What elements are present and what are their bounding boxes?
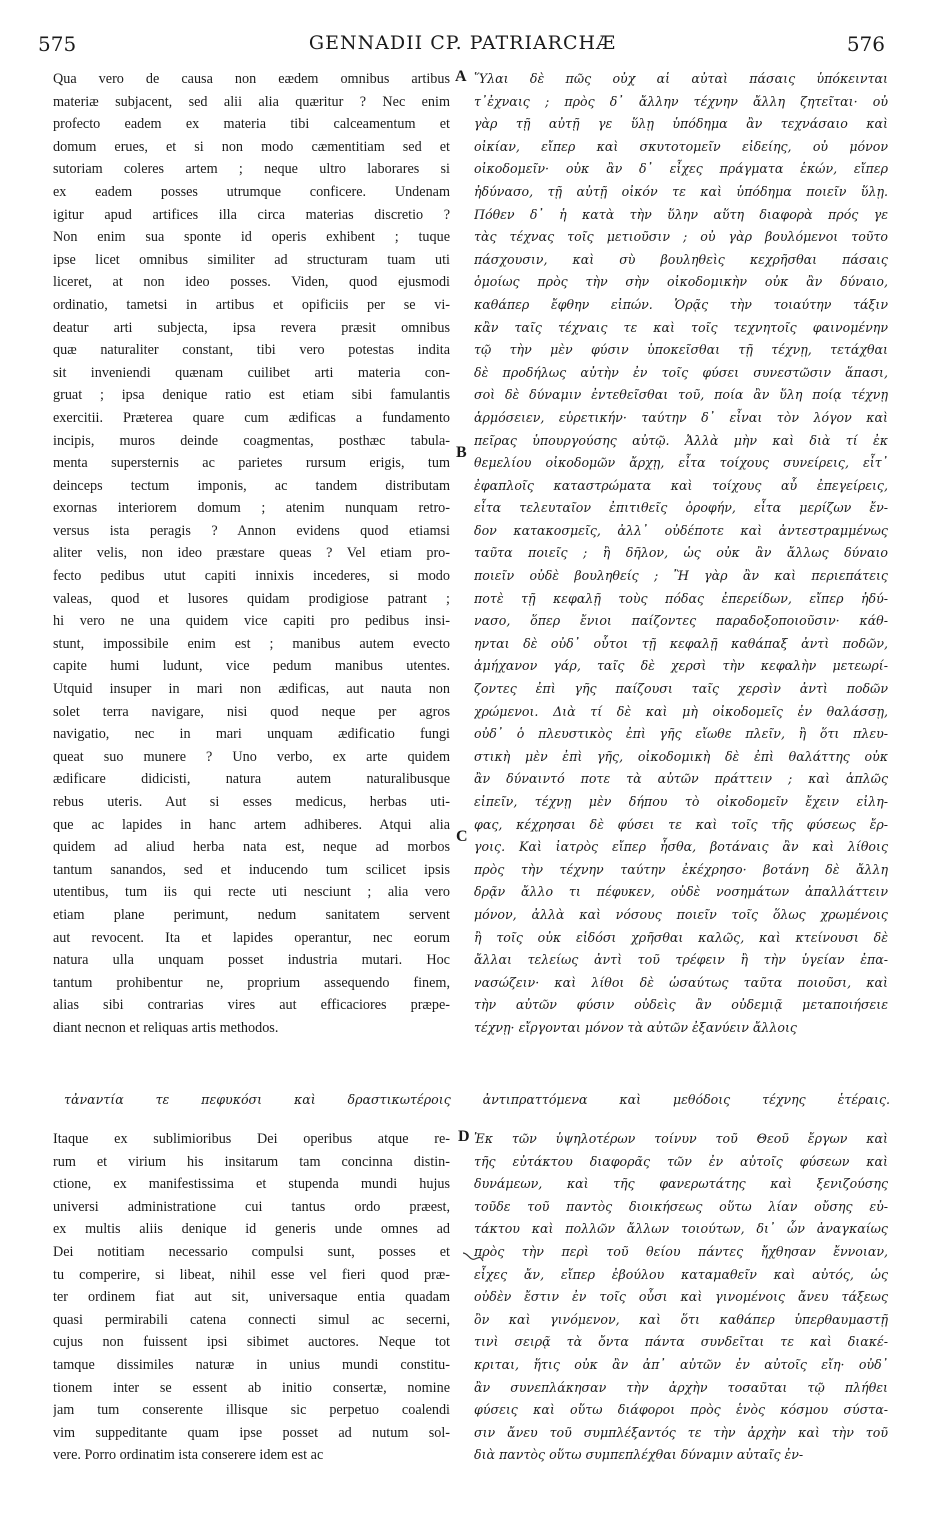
text-line: sutoriam coleres artem ; neque ultro laborares si <box>53 161 450 178</box>
text-line: δρᾷν ἄλλο τι πέφυκεν, οὐδὲ νοσημάτων ἀπαλλάττειν <box>474 884 888 900</box>
text-line: Utquid insuper in mari non ædificas, aut nauta non <box>53 681 450 698</box>
text-line: τοῦδε τοῦ παντὸς διοικήσεως οὕτω λίαν οὔσης εὐ- <box>474 1198 888 1214</box>
text-line: domum erues, et si non modo cæmentitiam sed et <box>53 138 450 155</box>
text-line: ἂν δύναιντό ποτε τὰ αὐτῶν πράττειν ; καὶ ἁπλῶς <box>474 771 888 787</box>
text-line: ταῦτα ποιεῖς ; ἢ δῆλον, ὡς οὐκ ἂν ἄλλως δύναιο <box>474 545 888 561</box>
text-line: exercitii. Præterea quare cum ædificas a fundamento <box>53 409 450 426</box>
text-line: materiæ subjacent, sed alii alia quæritur ? Nec enim <box>53 93 450 110</box>
text-line: γὰρ τῇ αὐτῇ γε ὕλῃ ὑπόδημα ἂν τεχνάσαιο καὶ <box>474 116 888 132</box>
text-line: οὐδ᾽ ὁ πλευστικὸς ἐπὶ γῆς εἴωθε πλεῖν, ἢ ὅτι πλευ- <box>474 726 888 742</box>
text-line: universi administratione cui tantus ordo præest, <box>53 1198 450 1215</box>
text-line: πεῖρας ὑπουργούσης αὐτῷ. Ἀλλὰ μὴν καὶ διὰ τί ἐκ <box>474 432 888 448</box>
text-line: Non enim sua sponte id operis exhibent ; tuque <box>53 229 450 246</box>
text-line: quidem ad aliud herba nata est, neque ad morbos <box>53 839 450 856</box>
text-line: ζοντες ἐπὶ γῆς παίζουσι ταῖς χερσὶν ἀντὶ ποδῶν <box>474 681 888 697</box>
text-line: valeas, quod et lusores quidam prodigiose patrant ; <box>53 590 450 607</box>
text-line: ποιεῖν οὐδὲ βουληθείς ; Ἢ γὰρ ἂν καὶ περιεπάτεις <box>474 568 888 584</box>
page-number-right: 576 <box>846 32 885 56</box>
text-line: jam tum conserente illisque sic perpetuo coalendi <box>53 1402 450 1419</box>
text-line: τάκτου καὶ πολλῶν ἄλλων τοιούτων, δι᾽ ὧν ἀναγκαίως <box>474 1221 888 1237</box>
text-line: ἁρμόσειεν, εὑρετικήν· ταύτην δ᾽ εἶναι τὸν λόγον καὶ <box>474 409 888 425</box>
text-line: utentibus, tum iis qui recte uti nesciunt ; alia vero <box>53 884 450 901</box>
text-line: liceret, at non ideo posses. Viden, quod ejusmodi <box>53 274 450 291</box>
text-line: incipis, muros deinde coagmentas, posthæc tabula- <box>53 432 450 449</box>
section-marker-d: D <box>458 1128 470 1145</box>
text-line: vim suppeditante quam ipse posset ad nutum sol- <box>53 1424 450 1441</box>
text-line: deinceps tectum imponis, ac tandem distributam <box>53 477 450 494</box>
text-line: Itaque ex sublimioribus Dei operibus atque re- <box>53 1131 450 1147</box>
text-line: ἐφαπλοῖς καταστρώματα καὶ τοίχους αὖ ἐπεγείρεις, <box>474 477 888 493</box>
text-line: δυνάμεων, καὶ τῆς φανερωτάτης καὶ ξενιζούσης <box>474 1176 888 1192</box>
text-line: quæ naturaliter constant, tibi vero potestas indita <box>53 342 450 359</box>
text-line: εἶτα τελευταῖον ἐπιτιθεῖς ὀροφήν, εἶτα μερίζων ἔν- <box>474 500 888 516</box>
text-line: solet terra navigare, nisi quod neque per agros <box>53 703 450 720</box>
text-line: ἀμήχανον γάρ, ταῖς δὲ χερσὶ τὴν κεφαλὴν μετεωρί- <box>474 658 888 674</box>
latin-column-upper <box>53 68 450 1040</box>
text-line: εἰπεῖν, τέχνῃ μὲν δήπου τὸ οἰκοδομεῖν ἔχειν εἰλη- <box>474 794 888 809</box>
text-line: ædificare didicisti, natura autem naturalibusque <box>53 771 450 788</box>
text-line: Dei notitiam necessario compulsi sunt, posses et <box>53 1243 450 1260</box>
text-line: πρὸς τὴν περὶ τοῦ θείου πάντες ἤχθησαν ἔννοιαν, <box>474 1243 888 1259</box>
text-line: τὰς τέχνας τοῖς μετιοῦσιν ; οὐ γὰρ βουλόμενοι τοῦτο <box>474 229 888 245</box>
text-line: que ac lapides in hanc artem adhiberes. Atqui alia <box>53 816 450 833</box>
text-line: χρώμενοι. Διὰ τί δὲ καὶ μὴ οἰκοδομεῖς ἐν θαλάσσῃ, <box>474 703 888 719</box>
text-line: natura ulla unquam posset industria mutari. Hoc <box>53 952 450 969</box>
text-line: θεμελίου οἰκοδομῶν ἄρχῃ, εἶτα τοίχους συνείρεις, εἶτ᾽ <box>474 455 888 471</box>
text-line: ηνται δὲ οὐδ᾽ οὗτοι τῇ κεφαλῇ καθάπαξ ἀντὶ ποδῶν, <box>474 635 888 651</box>
text-line: capite humi ludunt, vice pedum manibus utentes. <box>53 658 450 675</box>
text-line: δον κατακοσμεῖς, ἀλλ᾽ οὐδέποτε καὶ ἀντεστραμμένως <box>474 522 888 538</box>
text-line: τινὶ σειρᾷ τὰ ὄντα πάντα συνδεῖται τε καὶ διακέ- <box>474 1334 888 1350</box>
text-line: καθάπερ ἔφθην εἰπών. Ὁρᾷς τὴν τοιαύτην τάξιν <box>474 296 888 312</box>
section-marker-b: B <box>456 444 467 461</box>
text-line: πάσχουσιν, καὶ σὺ βουληθεὶς κεχρῆσθαι πάσαις <box>474 251 888 267</box>
text-line: vere. Porro ordinatim ista conserere idem est ac <box>53 1447 324 1464</box>
text-line: οἰκίαν, εἴπερ καὶ σκυτοτομεῖν εἰδείης, οὐ μόνον <box>474 138 888 154</box>
text-line: etiam plane perimunt, nedum sanitatem servent <box>53 906 450 923</box>
text-line: διὰ παντὸς οὕτω συμπεπλέχθαι δύναμιν αὐταῖς ἐν- <box>474 1447 804 1463</box>
text-line: hi vero ne una quidem vice capiti pro pedibus insi- <box>53 613 450 630</box>
text-line: εἶχες ἄν, εἴπερ ἐβούλου καταμαθεῖν καὶ αὐτός, ὡς <box>474 1266 888 1282</box>
page-header <box>0 32 925 64</box>
text-line: φύσεις καὶ οὕτω διάφοροι πρὸς ἑνὸς κόσμου σύστα- <box>474 1402 888 1418</box>
text-line: menta supersternis ac parietes rursum erigis, tum <box>53 455 450 472</box>
text-line: profecto eadem ex materia tibi calceamentum et <box>53 116 450 133</box>
margin-annotation-mark <box>462 1250 484 1264</box>
text-line: Πόθεν δ᾽ ἡ κατὰ τὴν ὕλην αὕτη διαφορὰ πρός γε <box>474 206 888 222</box>
text-line: versus ista peragis ? Annon evidens quod etiamsi <box>53 522 450 539</box>
text-line: tamque dissimiles naturæ in unius mundi constitu- <box>53 1356 450 1373</box>
text-line: κριται, ἥτις οὐκ ἂν ἀπ᾽ αὐτῶν ἐν αὐτοῖς εἴη· οὐδ᾽ <box>474 1356 888 1372</box>
section-marker-a: A <box>455 68 467 85</box>
text-line: exornas interiorem domum ; atenim nunquam retro- <box>53 500 450 517</box>
text-line: tantum sanandos, sed et inducendo tum scilicet ipsis <box>53 861 450 878</box>
text-line: ἠδύνασο, τῇ αὐτῇ οἰκόν τε καὶ ὑπόδημα ποιεῖν ὕλῃ. <box>474 183 888 199</box>
text-line: rum et virium his insitarum tam concinna distin- <box>53 1153 450 1170</box>
text-line: igitur apud artifices illa circa materias discretio ? <box>53 206 450 223</box>
latin-column-lower <box>53 1128 450 1467</box>
text-line: cujus non fuissent ipsi sibimet auctores. Neque tot <box>53 1334 450 1351</box>
text-line: Ἐκ τῶν ὑψηλοτέρων τοίνυν τοῦ Θεοῦ ἔργων καὶ <box>474 1131 888 1146</box>
text-line: οὐδὲν ἔστιν ἐν τοῖς οὖσι καὶ γινομένοις ἄνευ τάξεως <box>474 1289 888 1305</box>
text-line: τῷ τὴν μὲν φύσιν ὑποκεῖσθαι τῇ τέχνῃ, τετάχθαι <box>474 342 888 358</box>
greek-full-width-line: τἀναντία τε πεφυκόσι καὶ δραστικωτέροις ἀντιπραττόμενα καὶ μεθόδοις τέχνης ἑτέραις. <box>64 1092 890 1107</box>
text-line: diant necnon et reliquas artis methodos. <box>53 1019 279 1036</box>
text-line: aut revocent. Ita et lapides operantur, nec eorum <box>53 929 450 946</box>
text-line: δὲ προδήλως αὐτὴν ἐν τοῖς φύσει συνεστῶσιν ἅπασι, <box>474 364 888 380</box>
text-line: φας, κέχρησαι δὲ φύσει τε καὶ τοῖς τῆς φύσεως ἔρ- <box>474 816 888 832</box>
text-line: ex multis aliis denique id generis unde omnes ad <box>53 1221 450 1238</box>
text-line: tionem inter se essent ab initio consertæ, nomine <box>53 1379 450 1396</box>
text-line: quasi permirabili catena connecti simul ac secerni, <box>53 1311 450 1328</box>
text-line: ὂν καὶ γινόμενον, καὶ ὅτι καθάπερ ὑπερθαυμαστῇ <box>474 1311 888 1327</box>
section-marker-c: C <box>456 828 468 845</box>
text-line: navigatio, nec in mari unquam ædificatio fungi <box>53 726 450 743</box>
running-title: GENNADII CP. PATRIARCHÆ <box>308 32 617 54</box>
text-line: tantum prohibentur ne, proprium assequendo finem, <box>53 974 450 991</box>
greek-column-lower <box>474 1128 888 1467</box>
text-line: τ᾽ἐχναις ; πρὸς δ᾽ ἄλλην τέχνην ἄλλη ζητεῖται· οὐ <box>474 93 888 109</box>
text-line: queat suo munere ? Uno verbo, ex arte quidem <box>53 748 450 765</box>
greek-column-upper <box>474 68 888 1040</box>
page-number-left: 575 <box>38 32 77 56</box>
text-line: νασο, ὅπερ ἔνιοι παίζοντες παραδοξοποιοῦσιν· κάθ- <box>474 613 888 629</box>
text-line: στικὴ μὲν ἐπὶ γῆς, οἰκοδομικὴ δὲ ἐπὶ θαλάττης οὐκ <box>474 748 888 764</box>
text-line: τέχνῃ· εἴργονται μόνον τὰ αὐτῶν ἐξανύειν ἄλλοις <box>474 1019 797 1035</box>
text-line: σοὶ δὲ δύναμιν ἐντεθεῖσθαι τοῦ, ποία ἂν ὕλη ποίᾳ τέχνῃ <box>474 387 888 403</box>
text-line: Qua vero de causa non eædem omnibus artibus <box>53 71 450 87</box>
text-line: ἂν συνεπλάκησαν τὴν ἀρχὴν τοσαῦται τῷ πλήθει <box>474 1379 888 1395</box>
text-line: ἢ τοῖς οὐκ εἰδόσι χρῆσθαι καλῶς, καὶ κτείνουσι δὲ <box>474 929 888 945</box>
text-line: ipse licet omnibus similiter ad structuram tuam uti <box>53 251 450 268</box>
text-line: τῆς εὐτάκτου διαφορᾶς τῶν ἐν αὐτοῖς φύσεων καὶ <box>474 1153 888 1169</box>
text-line: deatur arti subjecta, ipsa revera præsit omnibus <box>53 319 450 336</box>
text-line: ex eadem posses utrumque conficere. Undenam <box>53 183 450 200</box>
text-line: stunt, impossibile enim est ; manibus autem evecto <box>53 635 450 652</box>
text-line: τὴν αὐτῶν φύσιν οὐδεὶς ἂν οὐδεμιᾷ μεταποιήσειε <box>474 997 888 1013</box>
text-line: ctione, ex manifestissima et stupenda mundi hujus <box>53 1176 450 1193</box>
text-line: σιν ἄνευ τοῦ συμπλέξαντός τε τὴν ἀρχὴν καὶ τὴν τοῦ <box>474 1424 888 1440</box>
text-line: gruat ; ipsa denique ratio est etiam sibi famulantis <box>53 387 450 404</box>
text-line: ποτὲ τῇ κεφαλῇ τοὺς πόδας ἐπερείδων, εἴπερ ἠδύ- <box>474 590 888 606</box>
text-line: fecto pedibus utut capiti innixis incederes, si modo <box>53 568 450 585</box>
text-line: ὁμοίως πρὸς τὴν σὴν οἰκοδομικὴν οὐκ ἂν δύναιο, <box>474 274 888 290</box>
text-line: οἰκοδομεῖν· οὐκ ἂν δ᾽ εἶχες πράγματα ἑκών, εἴπερ <box>474 161 888 177</box>
text-line: ordinatio, tametsi in artibus et opificiis per se vi- <box>53 296 450 313</box>
text-line: πρὸς τὴν τέχνην ταύτην ἐκέχρησο· βοτάνη δὲ ἄλλη <box>474 861 888 877</box>
text-line: rebus uteris. Aut si esses medicus, herbas uti- <box>53 794 450 810</box>
text-line: ter ordinem fiat aut sit, universaque entia quadam <box>53 1289 450 1306</box>
text-line: κἂν ταῖς τέχναις τε καὶ τοῖς τεχνητοῖς φαινομένην <box>474 319 888 335</box>
text-line: γοις. Καὶ ἰατρὸς εἴπερ ἦσθα, βοτάναις ἂν καὶ λίθοις <box>474 839 888 855</box>
text-line: ἄλλαι τελείως ἀντὶ τοῦ τρέφειν ἢ τὴν ὑγείαν ἐπα- <box>474 952 888 968</box>
text-line: alias sibi contrarias vires aut efficaciores præpe- <box>53 997 450 1014</box>
text-line: νασώζειν· καὶ λίθοι δὲ ὡσαύτως ταῦτα ποιοῦσι, καὶ <box>474 974 888 990</box>
text-line: Ὕλαι δὲ πῶς οὐχ αἱ αὐταὶ πάσαις ὑπόκεινται <box>474 71 888 86</box>
text-line: tu comperire, si libeat, nihil esse vel fieri quod præ- <box>53 1266 450 1283</box>
text-line: μόνον, ἀλλὰ καὶ νόσους ποιεῖν τοῖς ὅλως χρωμένοις <box>474 906 888 922</box>
text-line: sit inveniendi quænam cuilibet arti materia con- <box>53 364 450 381</box>
text-line: aliter velis, non ideo præstare queas ? Vel etiam pro- <box>53 545 450 562</box>
